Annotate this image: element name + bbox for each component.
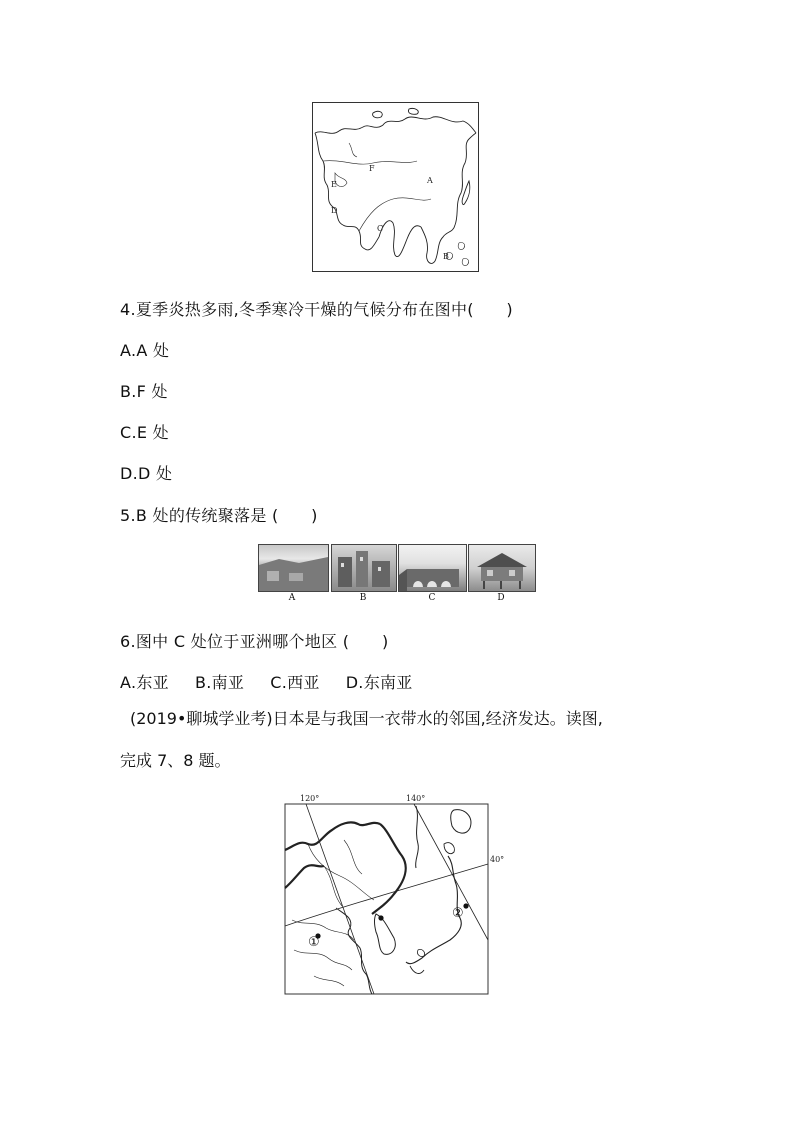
map1-label-a: A [427, 176, 433, 185]
map1-label-f: F [369, 164, 375, 173]
question-6-option-d: D.东南亚 [345, 673, 413, 692]
question-4-option-b: B.F 处 [120, 382, 168, 401]
marker-1: ① [308, 935, 320, 950]
lat-label-40: 40° [490, 855, 505, 864]
question-4-option-c: C.E 处 [120, 423, 169, 442]
question-5-stem: 5.B 处的传统聚落是 ( ) [120, 506, 318, 525]
map1-label-e: E [331, 180, 337, 189]
photo-label-c: C [428, 593, 436, 603]
marker-2: ② [452, 906, 464, 921]
question-6-stem: 6.图中 C 处位于亚洲哪个地区 ( ) [120, 632, 389, 651]
question-6-options [120, 670, 413, 693]
settlement-photo-d [468, 544, 536, 592]
lon-label-120: 120° [300, 794, 320, 803]
question-6-option-c: C.西亚 [270, 673, 320, 692]
question-4-stem: 4.夏季炎热多雨,冬季寒冷干燥的气候分布在图中( ) [120, 300, 513, 319]
settlement-photo-c [398, 544, 467, 592]
settlement-photo-b [331, 544, 397, 592]
map1-label-b: B [443, 252, 449, 261]
intro-line-2: 完成 7、8 题。 [120, 751, 231, 770]
lon-label-140: 140° [406, 794, 426, 803]
question-6-option-b: B.南亚 [194, 673, 245, 692]
question-4-option-a: A.A 处 [120, 341, 170, 360]
asia-map [312, 102, 479, 272]
intro-line-1: (2019•聊城学业考)日本是与我国一衣带水的邻国,经济发达。读图, [130, 709, 603, 728]
japan-map-container [284, 790, 512, 996]
settlement-photo-a [258, 544, 329, 592]
question-6-option-a: A.东亚 [120, 673, 169, 692]
question-4-option-d: D.D 处 [120, 464, 173, 483]
photo-label-d: D [497, 593, 505, 603]
photo-label-b: B [359, 593, 367, 603]
photo-label-a: A [288, 593, 296, 603]
map1-label-c: C [377, 224, 384, 233]
map1-label-d: D [331, 206, 338, 215]
